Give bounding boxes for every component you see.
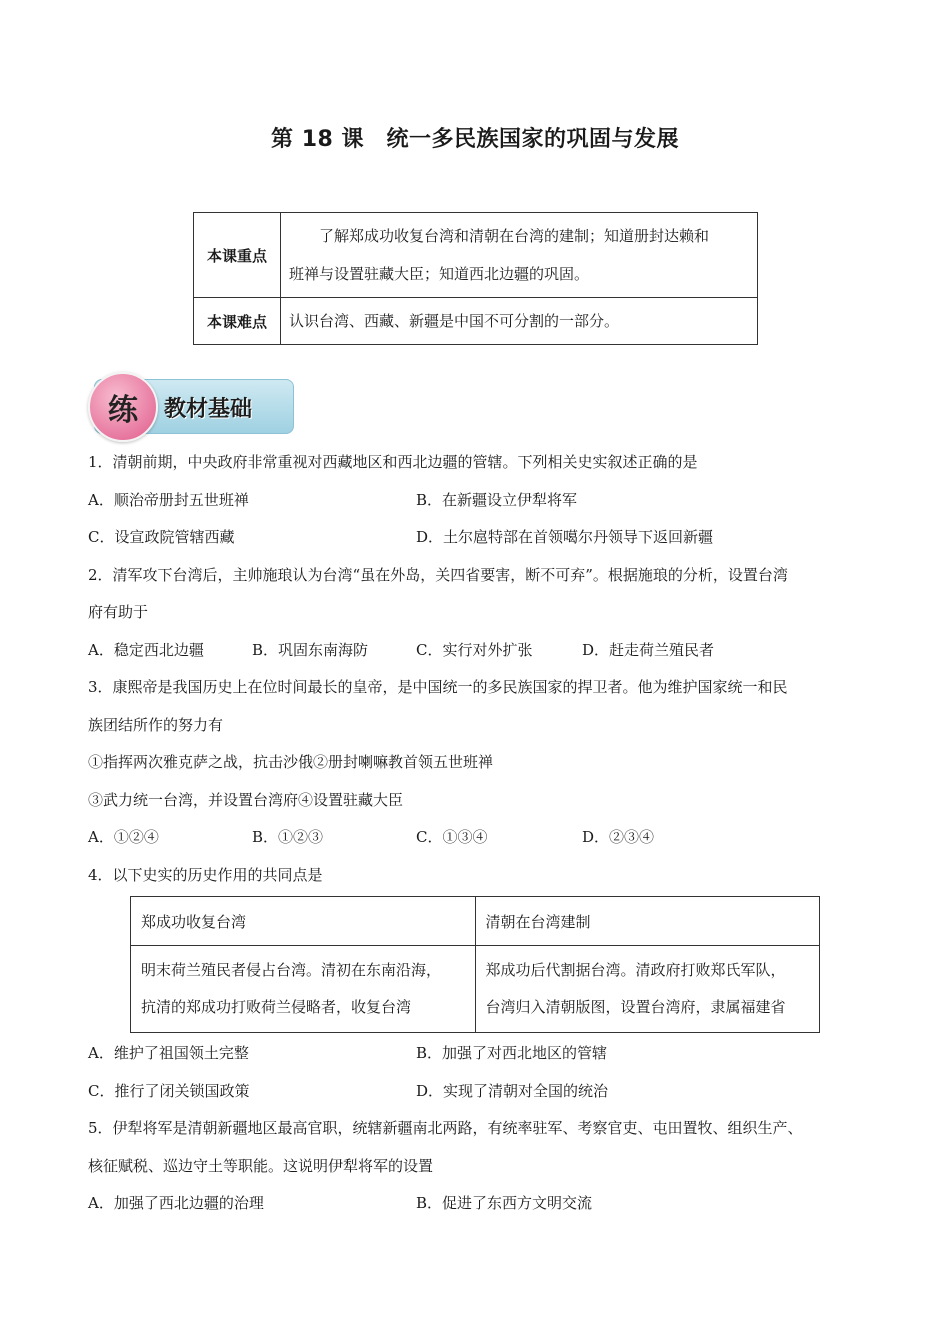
cell-line: 明末荷兰殖民者侵占台湾。清初在东南沿海， [141,961,442,979]
question-3-option-d: D．②③④ [582,828,655,846]
question-5-option-a: A．加强了西北边疆的治理 [88,1194,264,1212]
key-label-difficulty: 本课难点 [194,298,281,345]
question-1-options-row-1 [88,482,868,520]
question-3-option-b: B．①②③ [252,828,324,846]
banner-title: 教材基础 [164,397,253,422]
key-content-difficulty [281,298,758,345]
cell-line: 抗清的郑成功打败荷兰侵略者，收复台湾 [141,998,412,1016]
key-label-focus: 本课重点 [194,213,281,298]
question-3-options [88,819,868,857]
question-1-option-c: C．设宣政院管辖西藏 [88,528,235,546]
question-4-body-cell [475,946,820,1033]
key-row-focus [194,213,758,298]
question-2-stem: 府有助于 [88,603,149,621]
question-2-option-a: A．稳定西北边疆 [88,640,204,659]
question-5-options [88,1185,868,1223]
question-3-stem: 3．康熙帝是我国历史上在位时间最长的皇帝，是中国统一的多民族国家的捍卫者。他为维护国家统一和民 [88,678,788,696]
cell-line: 台湾归入清朝版图，设置台湾府，隶属福建省 [485,998,786,1016]
question-4-table [130,896,820,1033]
key-content-line: 班禅与设置驻藏大臣；知道西北边疆的巩固。 [289,265,590,283]
key-content-focus [281,213,758,298]
question-4-option-d: D．实现了清朝对全国的统治 [416,1081,609,1100]
question-3-stem: 族团结所作的努力有 [88,715,224,734]
question-3-item: ③武力统一台湾，并设置台湾府④设置驻藏大臣 [88,790,404,809]
question-1-option-a: A．顺治帝册封五世班禅 [88,490,249,509]
question-5-stem: 核征赋税、巡边守土等职能。这说明伊犁将军的设置 [88,1156,434,1175]
question-2-options [88,632,868,670]
question-4-options-row-1 [88,1035,868,1073]
question-4-header-cell: 清朝在台湾建制 [475,897,820,946]
question-3-option-a: A．①②④ [88,828,159,846]
question-1-options-row-2 [88,519,868,557]
question-1-option-b: B．在新疆设立伊犁将军 [416,490,578,509]
question-4-stem: 4．以下史实的历史作用的共同点是 [88,865,323,884]
question-3-item: ①指挥两次雅克萨之战，抗击沙俄②册封喇嘛教首领五世班禅 [88,753,494,771]
banner-circle-icon: 练 [88,372,158,442]
question-4-header-cell: 郑成功收复台湾 [131,897,476,946]
question-2-option-c: C．实行对外扩张 [416,640,533,659]
cell-line: 郑成功后代割据台湾。清政府打败郑氏军队， [485,961,786,979]
question-4-options-row-2 [88,1073,868,1111]
question-1-stem: 1．清朝前期，中央政府非常重视对西藏地区和西北边疆的管辖。下列相关史实叙述正确的是 [88,453,698,471]
lesson-key-table [193,212,758,345]
question-4-option-a: A．维护了祖国领土完整 [88,1044,249,1062]
questions [88,444,868,1223]
section-banner [88,372,296,438]
question-3-option-c: C．①③④ [416,828,488,846]
page-title: 第 18 课 统一多民族国家的巩固与发展 [271,127,679,152]
question-1-option-d: D．土尔扈特部在首领噶尔丹领导下返回新疆 [416,528,714,546]
key-content-line: 认识台湾、西藏、新疆是中国不可分割的一部分。 [289,312,620,330]
key-content-line: 了解郑成功收复台湾和清朝在台湾的建制；知道册封达赖和 [319,227,710,245]
question-4-body-cell [131,946,476,1033]
question-4-option-c: C．推行了闭关锁国政策 [88,1081,250,1100]
question-5-stem: 5．伊犁将军是清朝新疆地区最高官职，统辖新疆南北两路，有统率驻军、考察官吏、屯田置牧、组织生产、 [88,1119,803,1137]
question-4-table-body [131,946,820,1033]
question-2-option-d: D．赶走荷兰殖民者 [582,640,715,659]
question-4-table-header [131,897,820,946]
key-row-difficulty [194,298,758,345]
question-5-option-b: B．促进了东西方文明交流 [416,1194,593,1212]
question-4-option-b: B．加强了对西北地区的管辖 [416,1044,608,1062]
question-2-option-b: B．巩固东南海防 [252,640,369,659]
question-2-stem: 2．清军攻下台湾后，主帅施琅认为台湾“虽在外岛，关四省要害，断不可弃”。根据施琅的分析，设置台湾 [88,565,788,584]
